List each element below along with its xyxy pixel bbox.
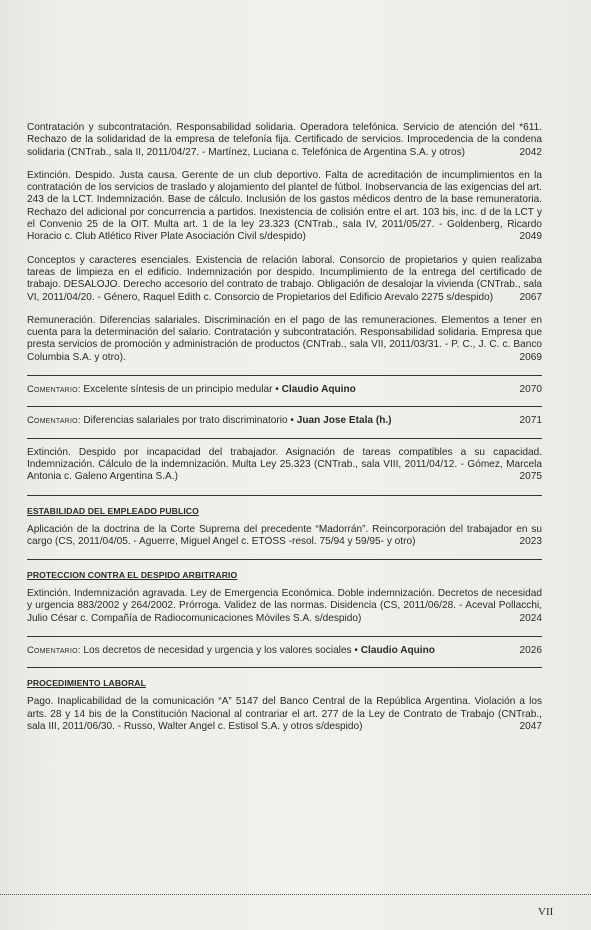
comment-label: Comentario: [27,645,81,657]
comment-author: Claudio Aquino [281,384,356,396]
entry-text: Remuneración. Diferencias salariales. Discriminación en el pago de las remuneraciones. Elementos a tener en cuenta para la determinación del salario. Contratación y subcontratación. Responsabilidad solidaria. Empresa que presta servicios de promoción y administración de productos (CNTrab., sala VII, 2011/03/31. - P. C., J. C. c. Banco Columbia S.A. y otro). [27,314,542,363]
divider [27,495,542,496]
page-number: 2042 [519,146,542,158]
divider [27,559,542,560]
page-number: 2069 [519,351,542,363]
section-heading-proteccion: PROTECCION CONTRA EL DESPIDO ARBITRARIO [27,570,238,581]
page-number: 2067 [519,291,542,303]
divider [27,375,542,376]
comment-author: Claudio Aquino [360,645,435,657]
comment-author: Juan Jose Etala (h.) [296,415,392,427]
comment-text: Los decretos de necesidad y urgencia y los valores sociales • [83,645,358,657]
comment-label: Comentario: [27,415,81,427]
page-number: 2024 [519,612,542,624]
page-number: 2071 [519,415,542,427]
section-heading-estabilidad: ESTABILIDAD DEL EMPLEADO PUBLICO [27,505,199,516]
page-number: 2026 [519,645,542,657]
index-entry-2047 [27,696,542,733]
page-number: 2023 [519,535,542,547]
entry-text: Extinción. Indemnización agravada. Ley de Emergencia Económica. Doble indemnización. Decretos de necesidad y urgencia 883/2002 y 264/2002. Prórroga. Validez de las normas. Disidencia (CS, 2011/06/28. - Aceval Pollacchi, Julio César c. Compañía de Radiocomunicaciones Móviles S.A. s/despido) [27,588,542,624]
comment-entry-2071 [27,415,542,427]
page-number: 2070 [519,384,542,396]
index-entry-2075 [27,447,542,484]
page-number: 2049 [519,231,542,243]
index-entry-2042 [27,122,542,159]
entry-text: Aplicación de la doctrina de la Corte Suprema del precedente “Madorrán”. Reincorporación del trabajador en su cargo (CS, 2011/04/05. - Aguerre, Miguel Angel c. ETOSS -resol. 75/94 y 59/95- y otro) [27,523,542,547]
divider [27,636,542,637]
entry-text: Conceptos y caracteres esenciales. Existencia de relación laboral. Consorcio de propietarios y quien realizaba tareas de limpieza en el edificio. Indemnización por despido. Incumplimiento de la entrega del certificado de trabajo. DESALOJO. Derecho accesorio del contrato de trabajo. Obligación de desalojar la vivienda (CNTrab., sala VI, 2011/04/20. - Génerо, Raquel Edith c. Consorcio de Propietarios del Edificio Arevalo 2275 s/despido) [27,254,542,303]
index-entry-2024 [27,588,542,625]
index-content [27,122,542,744]
footer-divider [0,894,591,895]
entry-text: Extinción. Despido por incapacidad del trabajador. Asignación de tareas compatibles a su capacidad. Indemnización. Cálculo de la indemnización. Multa Ley 25.323 (CNTrab., sala VIII, 2011/04/12. - Gómez, Marcela Antonia c. Galeno Argentina S.A.) [27,446,542,483]
index-entry-2023 [27,524,542,549]
comment-entry-2026 [27,645,542,657]
folio-number: VII [538,906,554,918]
entry-text: Contratación y subcontratación. Responsabilidad solidaria. Operadora telefónica. Servicio de atención del *611. Rechazo de la solidaridad de la empresa de telefonía fija. Certificado de servicios. Improcedencia de la condena solidaria (CNTrab., sala II, 2011/04/27. - Martínez, Luciana c. Telefónica de Argentina S.A. y otros) [27,122,542,158]
divider [27,406,542,407]
entry-text: Extinción. Despido. Justa causa. Gerente de un club deportivo. Falta de acreditación de incumplimientos en la contratación de los servicios de traslado y alojamiento del plantel de fútbol. Inobservancia de las exigencias del art. 243 de la LCT. Indemnización. Base de cálculo. Inclusión de los gastos médicos dentro de la base remuneratoria. Rechazo del adicional por concurrencia a partidos. Inexistencia de colisión entre el art. 103 bis, inc. d de la LCT y el Convenio 25 de la OIT. Multa art. 1 de la ley 23.323 (CNTrab., sala IV, 2011/05/27. - Goldenberg, Ricardo Horacio c. Club Atlético River Plate Asociación Civil s/despido) [27,169,542,243]
index-entry-2049 [27,170,542,244]
comment-text: Excelente síntesis de un principio medular • [83,384,279,396]
comment-label: Comentario: [27,384,81,396]
entry-text: Pago. Inaplicabilidad de la comunicación “A” 5147 del Banco Central de la República Argentina. Violación a los arts. 28 y 14 bis de la Constitución Nacional al contrariar el art. 277 de la Ley de Contrato de Trabajo (CNTrab., sala III, 2011/06/30. - Russo, Walter Angel c. Estisol S.A. y otros s/despido) [27,696,542,732]
index-entry-2067 [27,255,542,304]
page-number: 2075 [519,471,542,483]
index-entry-2069 [27,315,542,364]
section-heading-procedimiento: PROCEDIMIENTO LABORAL [27,678,146,689]
comment-entry-2070 [27,384,542,396]
divider [27,667,542,668]
page-number: 2047 [519,720,542,732]
divider [27,438,542,439]
comment-text: Diferencias salariales por trato discriminatorio • [83,415,294,427]
